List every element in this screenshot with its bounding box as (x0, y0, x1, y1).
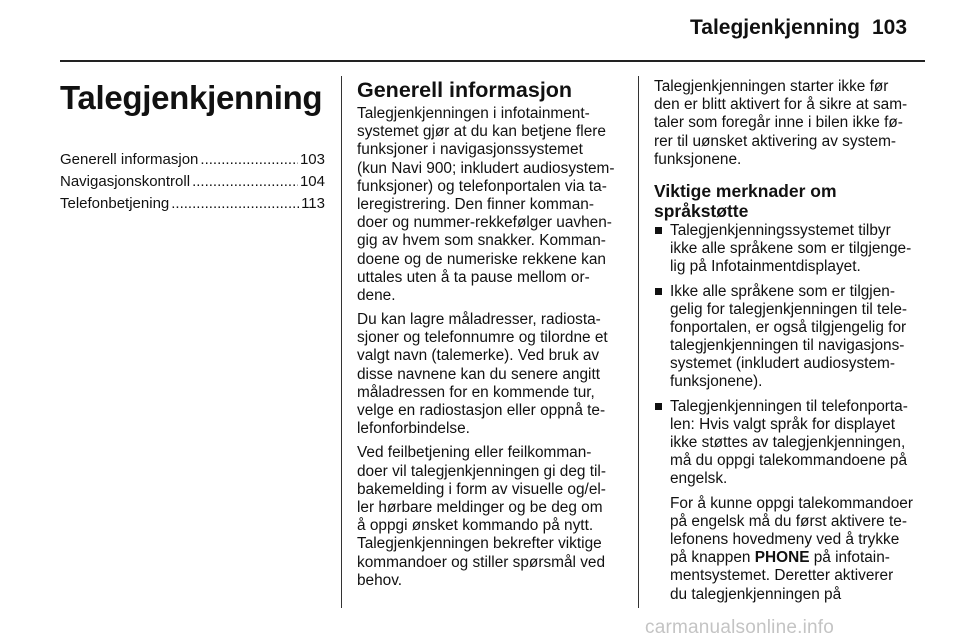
toc-item-label: Generell informasjon (60, 151, 199, 168)
text-line: Ved feilbetjening eller feilkomman- (357, 444, 592, 462)
text-line: For å kunne oppgi talekommandoer (670, 494, 913, 512)
text-line: systemet gjør at du kan betjene flere (357, 123, 606, 141)
text-line: leregistrering. Den finner komman- (357, 195, 594, 213)
text-line: funksjonene). (670, 373, 763, 391)
text-line: den er blitt aktivert for å sikre at sam- (654, 96, 908, 114)
paragraph (357, 105, 625, 305)
text-line: len: Hvis valgt språk for displayet (670, 415, 895, 433)
text-line: Talegjenkjenningen starter ikke før (654, 78, 889, 95)
text-line: dene. (357, 286, 396, 304)
middle-column (357, 78, 625, 596)
text-line: valgt navn (talemerke). Ved bruk av (357, 347, 600, 365)
text-line: fonportalen, er også tilgjengelig for (670, 318, 907, 336)
text-line: taler som foregår inne i bilen ikke fø- (654, 114, 903, 132)
subsection-heading (654, 181, 926, 221)
toc-item-page: 104 (299, 173, 325, 190)
paragraph (357, 311, 625, 438)
text-line: behov. (357, 571, 403, 589)
text-line: uttales uten å ta pause mellom or- (357, 268, 590, 286)
list-item-continuation (654, 495, 926, 604)
chapter-title: Talegjenkjenning (60, 79, 323, 116)
text-line: (kun Navi 900; inkludert audiosystem- (357, 159, 615, 177)
square-bullet-icon (655, 288, 662, 295)
list-item (654, 283, 926, 392)
column-divider (341, 76, 342, 608)
toc-item[interactable] (60, 195, 325, 217)
text-line: gig av hvem som snakker. Komman- (357, 232, 606, 250)
text-line: mentsystemet. Deretter aktiverer (670, 567, 894, 585)
chapter-column (60, 78, 325, 217)
text-line: kommandoer og stiller spørsmål ved (357, 553, 606, 571)
toc-leader-dots (171, 195, 299, 213)
square-bullet-icon (655, 227, 662, 234)
text-line: funksjoner i navigasjonssystemet (357, 141, 583, 159)
toc-item-page: 103 (299, 151, 325, 168)
section-heading: Generell informasjon (357, 78, 573, 102)
toc-leader-dots (192, 173, 298, 191)
text-line: lefonforbindelse. (357, 420, 470, 438)
toc-item-label: Navigasjonskontroll (60, 173, 191, 190)
text-line: Talegjenkjenningen til telefonporta- (670, 397, 908, 415)
text-line: rer til uønsket aktivering av system- (654, 132, 897, 150)
toc-leader-dots (200, 151, 298, 169)
text-line: ikke støttes av talegjenkjenningen, (670, 434, 906, 451)
running-header-title: Talegjenkjenning (690, 16, 860, 39)
text-line: ikke alle språkene som er tilgjenge- (670, 240, 912, 258)
text-line: Talegjenkjenningssystemet tilbyr (670, 221, 891, 239)
paragraph (654, 78, 926, 169)
toc-item-page: 113 (301, 195, 325, 212)
square-bullet-icon (655, 403, 662, 410)
text-line: doer vil talegjenkjenningen gi deg til- (357, 462, 606, 480)
toc-item[interactable] (60, 151, 325, 173)
text-line (670, 549, 926, 567)
text-line: bakemelding i form av visuelle og/el- (357, 480, 606, 498)
phone-button-label: PHONE (754, 549, 810, 567)
text-line: engelsk. (670, 470, 728, 488)
text-line: funksjoner) og telefonportalen via ta- (357, 177, 607, 195)
header-divider (60, 60, 925, 62)
heading-line: Viktige merknader om (654, 180, 837, 201)
list-item (654, 398, 926, 489)
text-line: doer og nummer-rekkefølger uavhen- (357, 214, 612, 232)
text-line: måladressen for en kommende tur, (357, 383, 595, 401)
text-line: Du kan lagre måladresser, radiosta- (357, 311, 601, 329)
text-line: Talegjenkjenningen bekrefter viktige (357, 535, 602, 553)
text-line: du talegjenkjenningen på (670, 585, 842, 603)
text-line: disse navnene kan du senere angitt (357, 365, 601, 383)
text-line: Talegjenkjenningen i infotainment- (357, 105, 590, 122)
inline-text: på knappen (670, 549, 755, 567)
heading-line: språkstøtte (654, 200, 749, 221)
inline-text: på infotain- (809, 549, 890, 567)
text-line: systemet (inkludert audiosystem- (670, 355, 895, 373)
text-line: å oppgi ønsket kommando på nytt. (357, 517, 594, 535)
watermark: carmanualsonline.info (645, 617, 835, 638)
column-divider (638, 76, 639, 608)
text-line: Ikke alle språkene som er tilgjen- (670, 282, 895, 300)
text-line: lefonens hovedmeny ved å trykke (670, 530, 900, 548)
text-line: lig på Infotainmentdisplayet. (670, 258, 861, 276)
paragraph (357, 444, 625, 590)
toc-item-label: Telefonbetjening (60, 195, 170, 212)
text-line: gelig for talegjenkjenningen til tele- (670, 300, 907, 318)
list-item (654, 222, 926, 277)
right-column (654, 78, 926, 610)
text-line: ler hørbare meldinger og be deg om (357, 498, 603, 516)
table-of-contents (60, 151, 325, 217)
toc-item[interactable] (60, 173, 325, 195)
text-line: talegjenkjenningen til navigasjons- (670, 337, 905, 355)
text-line: velge en radiostasjon eller oppnå te- (357, 402, 606, 419)
text-line: må du oppgi talekommandoene på (670, 452, 908, 470)
text-line: funksjonene. (654, 150, 742, 168)
page-number: 103 (872, 16, 908, 39)
text-line: doene og de numeriske rekkene kan (357, 250, 606, 268)
text-line: sjoner og telefonnumre og tilordne et (357, 329, 608, 347)
text-line: på engelsk må du først aktivere te- (670, 512, 907, 530)
